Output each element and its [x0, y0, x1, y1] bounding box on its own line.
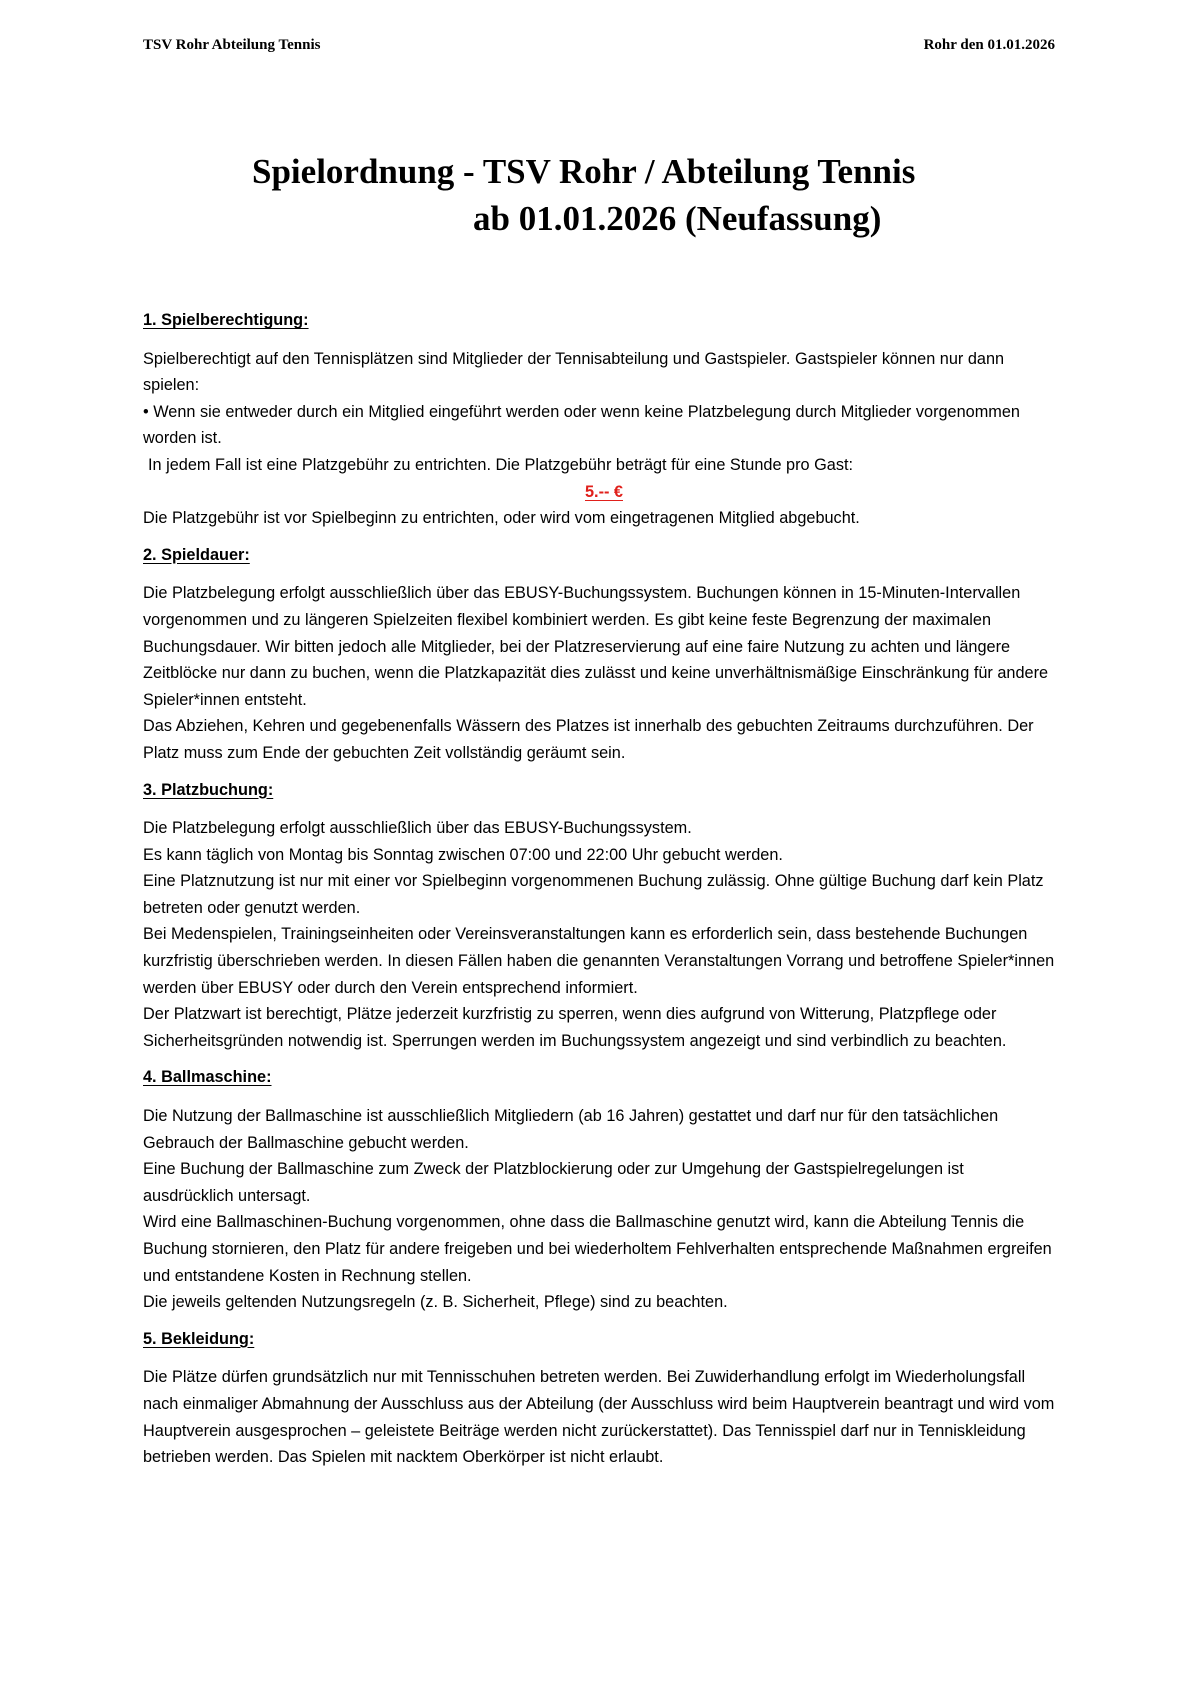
section-platzbuchung — [143, 777, 1055, 1055]
section-ballmaschine — [143, 1064, 1055, 1315]
paragraph: Das Abziehen, Kehren und gegebenenfalls Wässern des Platzes ist innerhalb des gebuchten Zeitraums durchzuführen. Der Platz muss zum Ende der gebuchten Zeit vollständig geräumt sein. — [143, 717, 1034, 762]
title-line-2: ab 01.01.2026 (Neufassung) — [473, 199, 882, 238]
paragraph: Eine Buchung der Ballmaschine zum Zweck der Platzblockierung oder zur Umgehung der Gastspielregelungen ist ausdrücklich untersagt. — [143, 1160, 964, 1205]
section-heading: 2. Spieldauer: — [143, 545, 250, 564]
title-line-1: Spielordnung - TSV Rohr / Abteilung Tennis — [252, 152, 916, 191]
fee-amount: 5.-- € — [584, 482, 623, 501]
paragraph: Die Platzgebühr ist vor Spielbeginn zu entrichten, oder wird vom eingetragenen Mitglied abgebucht. — [143, 509, 860, 528]
paragraph: Eine Platznutzung ist nur mit einer vor Spielbeginn vorgenommenen Buchung zulässig. Ohne gültige Buchung darf kein Platz betreten oder genutzt werden. — [143, 872, 1044, 917]
header-club-name: TSV Rohr Abteilung Tennis — [143, 37, 321, 53]
section-heading: 5. Bekleidung: — [143, 1329, 255, 1348]
paragraph: Die Platzbelegung erfolgt ausschließlich über das EBUSY-Buchungssystem. Buchungen können in 15-Minuten-Intervallen vorgenommen und zu längeren Spielzeiten flexibel kombiniert werden. Es gibt keine feste Begrenzung der maximalen Buchungsdauer. Wir bitten jedoch alle Mitglieder, bei der Platzreservierung auf eine faire Nutzung zu achten und längere Zeitblöcke nur dann zu buchen, wenn die Platzkapazität dies zulässt und keine unverhältnismäßige Einschränkung für andere Spieler*innen entsteht. — [143, 584, 1049, 709]
section-bekleidung — [143, 1326, 1055, 1471]
bullet-paragraph: • Wenn sie entweder durch ein Mitglied eingeführt werden oder wenn keine Platzbelegung durch Mitglieder vorgenommen worden ist. — [143, 402, 1020, 448]
paragraph: Die Nutzung der Ballmaschine ist ausschließlich Mitgliedern (ab 16 Jahren) gestattet und darf nur für den tatsächlichen Gebrauch der Ballmaschine gebucht werden. — [143, 1107, 999, 1152]
header-date: Rohr den 01.01.2026 — [923, 37, 1055, 53]
paragraph: In jedem Fall ist eine Platzgebühr zu entrichten. Die Platzgebühr beträgt für eine Stunde pro Gast: — [148, 455, 854, 474]
paragraph: Die Platzbelegung erfolgt ausschließlich über das EBUSY-Buchungssystem. — [143, 819, 692, 838]
paragraph: Spielberechtigt auf den Tennisplätzen sind Mitglieder der Tennisabteilung und Gastspieler. Gastspieler können nur dann spielen: — [143, 349, 1005, 395]
section-heading: 4. Ballmaschine: — [143, 1068, 272, 1087]
paragraph: Es kann täglich von Montag bis Sonntag zwischen 07:00 und 22:00 Uhr gebucht werden. — [143, 845, 783, 864]
section-heading: 3. Platzbuchung: — [143, 780, 274, 799]
section-spieldauer — [143, 542, 1055, 767]
section-heading: 1. Spielberechtigung: — [143, 311, 309, 329]
paragraph: Die Plätze dürfen grundsätzlich nur mit Tennisschuhen betreten werden. Bei Zuwiderhandlung erfolgt im Wiederholungsfall nach einmaliger Abmahnung der Ausschluss aus der Abteilung (der Ausschluss wird beim Hauptverein beantragt und wird vom Hauptverein ausgesprochen – geleistete Beiträge werden nicht zurückerstattet). Das Tennisspiel darf nur in Tenniskleidung betrieben werden. Das Spielen mit nacktem Oberkörper ist nicht erlaubt. — [143, 1368, 1055, 1467]
paragraph: Die jeweils geltenden Nutzungsregeln (z. B. Sicherheit, Pflege) sind zu beachten. — [143, 1293, 728, 1312]
paragraph: Der Platzwart ist berechtigt, Plätze jederzeit kurzfristig zu sperren, wenn dies aufgrund von Witterung, Platzpflege oder Sicherheitsgründen notwendig ist. Sperrungen werden im Buchungssystem angezeigt und sind verbindlich zu beachten. — [143, 1005, 1007, 1050]
section-spielberechtigung — [143, 307, 1055, 532]
document-body — [143, 307, 1055, 1481]
paragraph: Bei Medenspielen, Trainingseinheiten oder Vereinsveranstaltungen kann es erforderlich sein, dass bestehende Buchungen kurzfristig überschrieben werden. In diesen Fällen haben die genannten Veranstaltungen Vorrang und betroffene Spieler*innen werden über EBUSY oder durch den Verein entsprechend informiert. — [143, 925, 1055, 997]
paragraph: Wird eine Ballmaschinen-Buchung vorgenommen, ohne dass die Ballmaschine genutzt wird, kann die Abteilung Tennis die Buchung stornieren, den Platz für andere freigeben und bei wiederholtem Fehlverhalten entsprechende Maßnahmen ergreifen und entstandene Kosten in Rechnung stellen. — [143, 1213, 1052, 1285]
